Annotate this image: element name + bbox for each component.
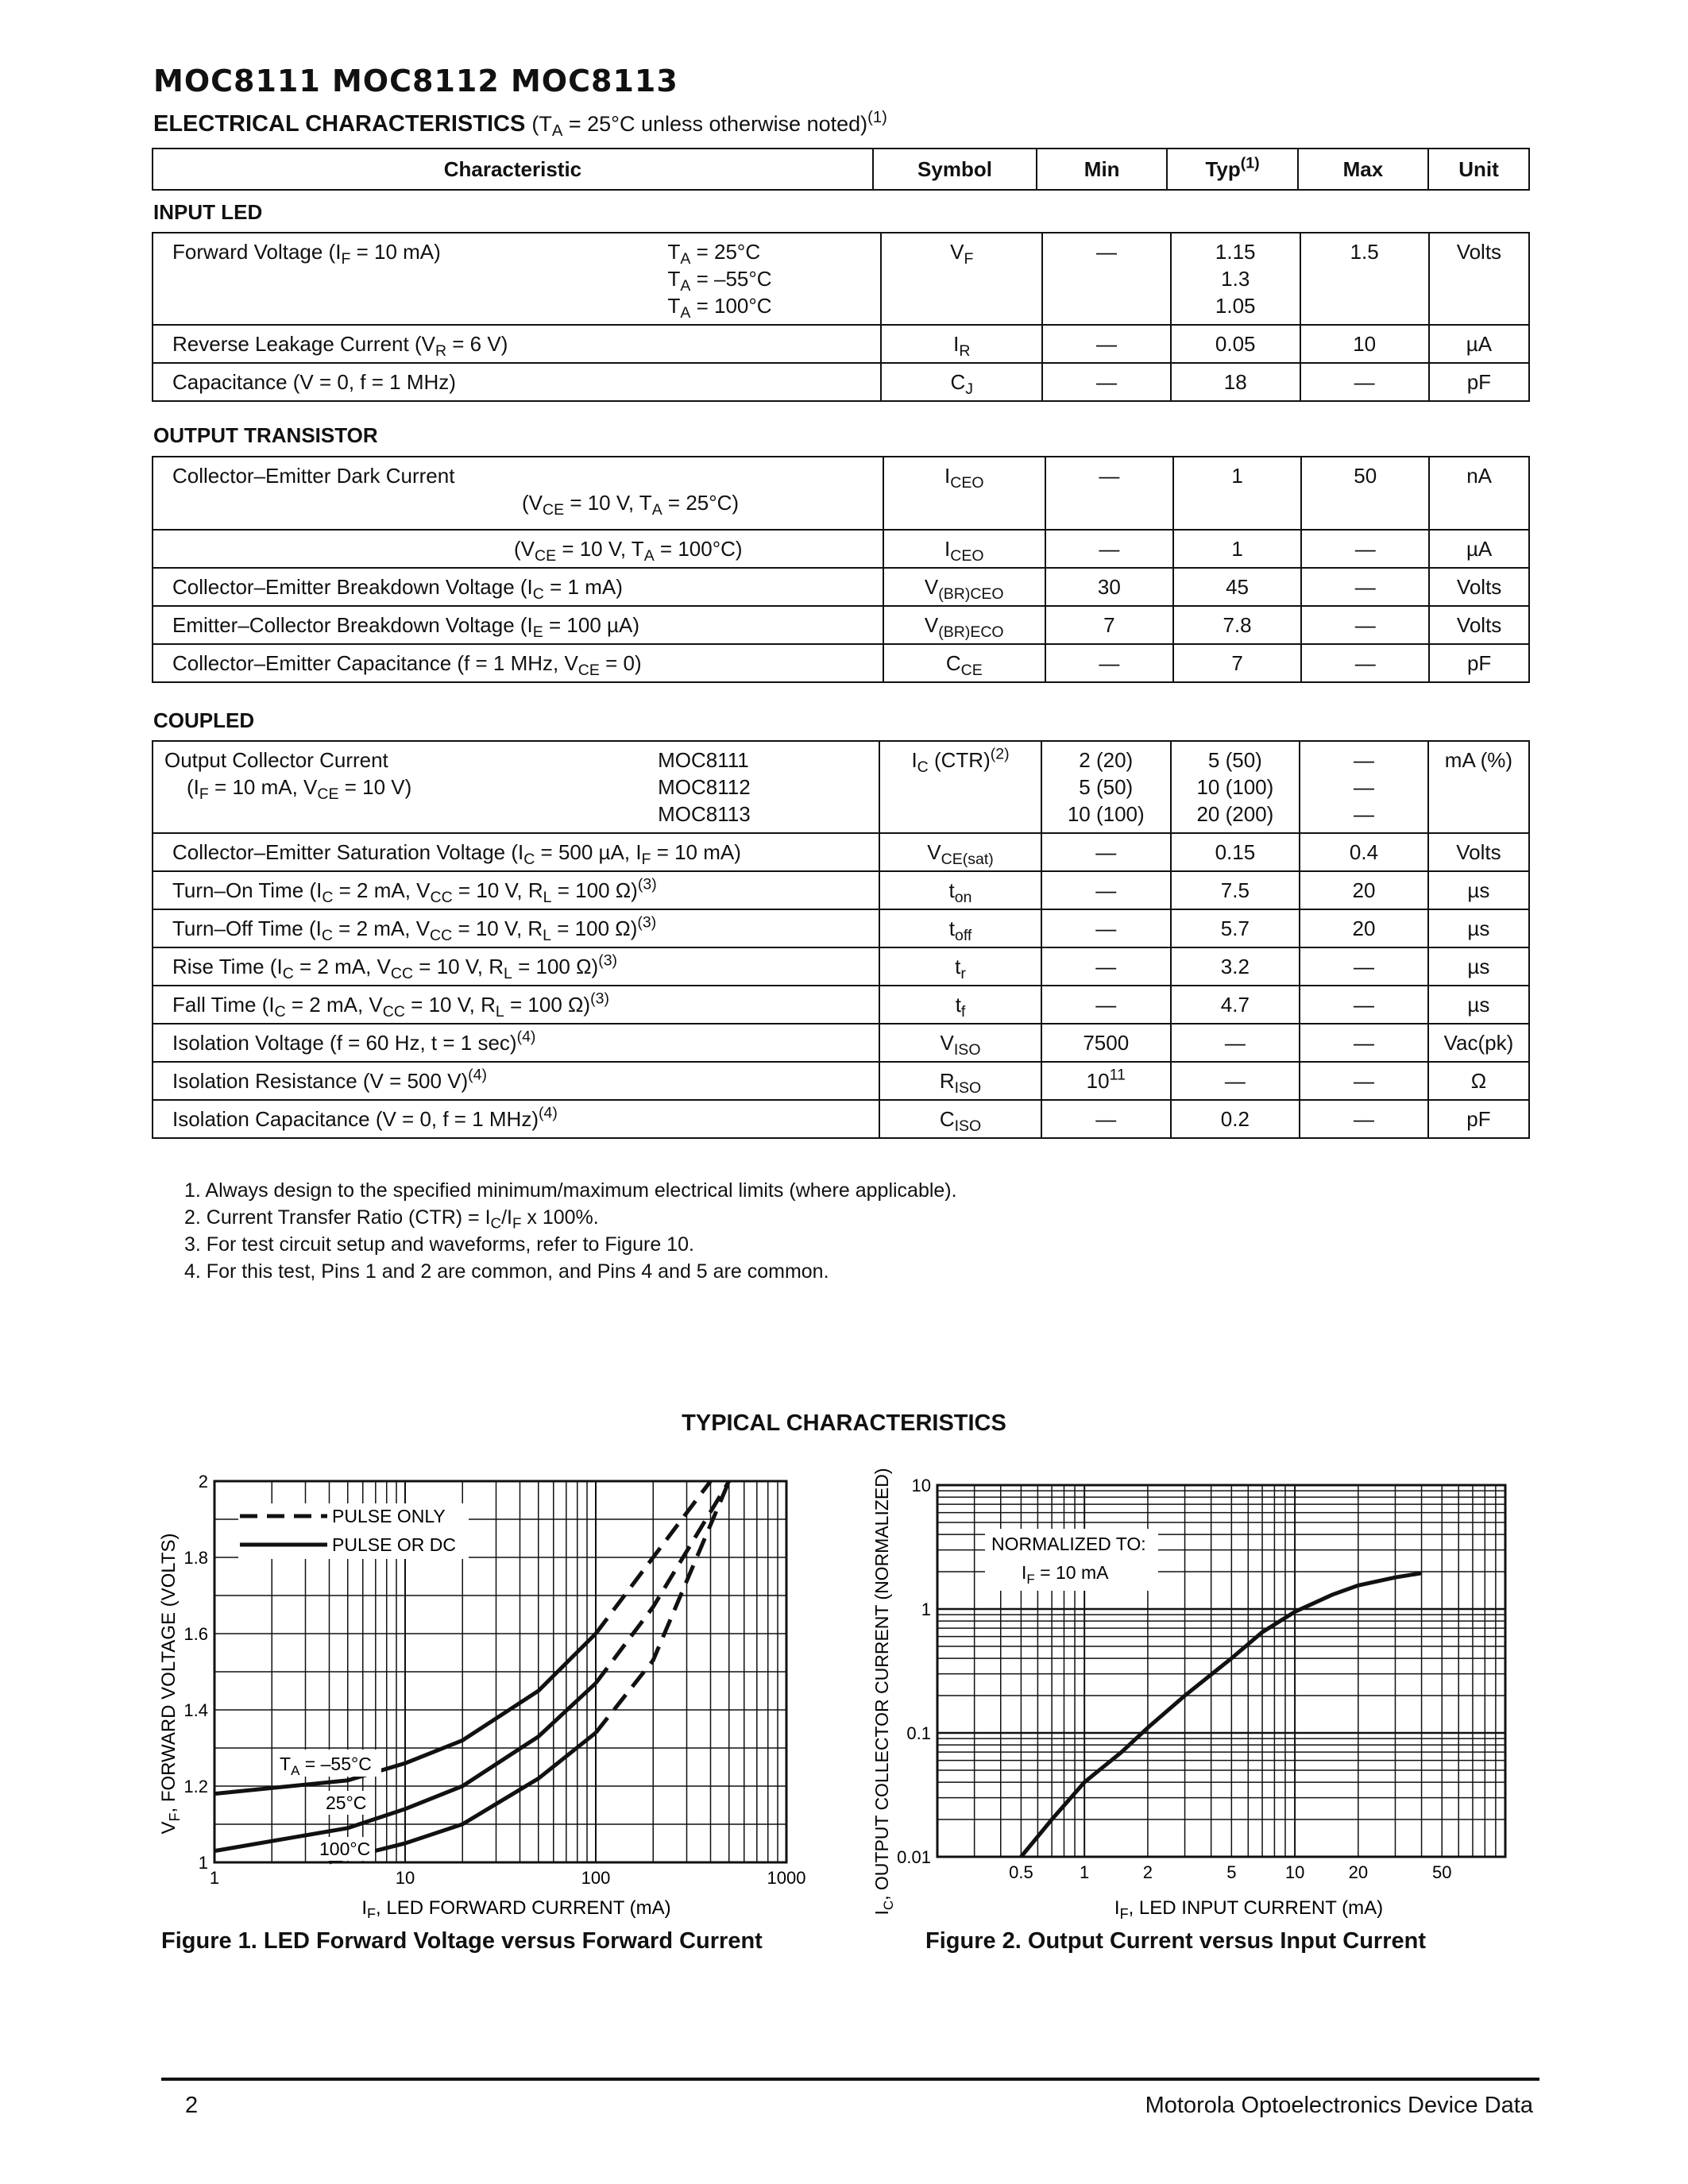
table-row: ($V_{CE} = 10$ V, $T_A = 100^\circ C$) $I_{CEO}$ — 1 — µA — [153, 530, 1529, 568]
typical-characteristics-heading: TYPICAL CHARACTERISTICS — [682, 1410, 1006, 1436]
heading-main: ELECTRICAL CHARACTERISTICS — [153, 111, 526, 137]
col-characteristic: Characteristic — [153, 149, 873, 190]
col-unit: Unit — [1428, 149, 1529, 190]
note-3: 3. For test circuit setup and waveforms, refer to Figure 10. — [184, 1233, 694, 1256]
annotation-line-1: NORMALIZED TO: — [991, 1534, 1146, 1554]
col-min: Min — [1037, 149, 1167, 190]
series-dashed-25°C — [596, 1481, 729, 1683]
input-led-table — [152, 232, 1530, 402]
figure-2-annotation — [985, 1529, 1158, 1591]
note-1: 1. Always design to the specified minimum/maximum electrical limits (where applicable). — [184, 1179, 957, 1202]
footer-rule — [161, 2078, 1539, 2081]
x-tick-label: 20 — [1348, 1862, 1369, 1882]
figure-2-chart — [866, 1453, 1541, 1922]
figure-1-legend — [238, 1503, 469, 1559]
curve-label-100: 100°C — [319, 1839, 371, 1859]
y-tick-label: 1.4 — [183, 1700, 208, 1720]
figure-1-xlabel: $I_F$, LED FORWARD CURRENT (mA) — [361, 1897, 671, 1918]
x-tick-label: 1 — [209, 1868, 220, 1888]
figure-2-xlabel: $I_F$, LED INPUT CURRENT (mA) — [1114, 1897, 1384, 1922]
table-row: Isolation Voltage (f = 60 Hz, t = 1 sec)$^{(4)}$ $V_{ISO}$ 7500 — — Vac(pk) — [153, 1024, 1529, 1062]
y-tick-label: 1.2 — [183, 1777, 208, 1796]
figure-2-curves — [1021, 1573, 1421, 1857]
col-typ: Typ$^{(1)}$ — [1167, 149, 1298, 190]
forward-voltage-conditions: $T_A = 25^\circ C$ $T_A = -55^\circ C$ $T_A = 100^\circ C$ — [667, 240, 772, 322]
legend-pulse-or-dc: PULSE OR DC — [332, 1534, 456, 1555]
table-row: Collector–Emitter Capacitance (f = 1 MHz, $V_{CE} = 0$) $C_{CE}$ — 7 — pF — [153, 644, 1529, 682]
footer-publisher: Motorola Optoelectronics Device Data — [1145, 2093, 1533, 2118]
annotation-line-2: $I_F = 10$ mA — [1022, 1562, 1109, 1587]
coupled-table — [152, 740, 1530, 1139]
table-row: Fall Time ($I_C = 2$ mA, $V_{CC} = 10$ V, $R_L = 100$ Ω)$^{(3)}$ $t_f$ — 4.7 — µs — [153, 986, 1529, 1024]
x-tick-label: 0.5 — [1009, 1862, 1033, 1882]
table-row: Emitter–Collector Breakdown Voltage ($I_E = 100$ µA) $V_{(BR)ECO}$ 7 7.8 — Volts — [153, 606, 1529, 644]
section-coupled: COUPLED — [153, 708, 255, 732]
y-tick-label: 1 — [198, 1853, 208, 1873]
table-row: Forward Voltage ($I_F = 10$ mA) $T_A = 25^\circ C$ $T_A = -55^\circ C$ $T_A = 100^\circ C$ $V_F$ — 1.15 1.3 1.05 1.5 Volts — [153, 233, 1529, 325]
y-tick-label: 1.8 — [183, 1548, 208, 1568]
x-tick-label: 10 — [1284, 1862, 1305, 1882]
figure-2-tick-labels — [897, 1476, 1451, 1882]
x-tick-label: 50 — [1432, 1862, 1452, 1882]
note-4: 4. For this test, Pins 1 and 2 are common, and Pins 4 and 5 are common. — [184, 1260, 829, 1283]
spec-header-table — [152, 148, 1530, 191]
table-row: Collector–Emitter Breakdown Voltage ($I_C = 1$ mA) $V_{(BR)CEO}$ 30 45 — Volts — [153, 568, 1529, 606]
table-row: Collector–Emitter Saturation Voltage ($I_C = 500$ µA, $I_F = 10$ mA) $V_{CE(sat)}$ — 0.15 0.4 Volts — [153, 833, 1529, 871]
page-number: 2 — [185, 2093, 199, 2118]
doc-title: MOC8111 MOC8112 MOC8113 — [153, 64, 678, 98]
footnotes — [184, 1177, 957, 1285]
table-row: Isolation Resistance (V = 500 V)$^{(4)}$ $R_{ISO}$ $10^{11}$ — — Ω — [153, 1062, 1529, 1100]
x-tick-label: 1 — [1080, 1862, 1090, 1882]
figure-2-caption: Figure 2. Output Current versus Input Current — [925, 1928, 1426, 1954]
series-normalized-ic — [1021, 1573, 1421, 1857]
section-input-led: INPUT LED — [153, 200, 263, 224]
table-row: Reverse Leakage Current ($V_R = 6$ V) $I_R$ — 0.05 10 µA — [153, 325, 1529, 363]
output-transistor-table — [152, 456, 1530, 683]
output-collector-current-label: Output Collector Current — [164, 748, 388, 772]
y-tick-label: 1 — [921, 1599, 931, 1619]
note-2: 2. Current Transfer Ratio $(CTR) = I_C/I_F$ x 100%. — [184, 1206, 599, 1232]
y-tick-label: 2 — [198, 1473, 208, 1491]
electrical-characteristics-heading — [153, 108, 887, 141]
x-tick-label: 2 — [1142, 1862, 1153, 1882]
figure-1-caption: Figure 1. LED Forward Voltage versus Forward Current — [161, 1928, 763, 1954]
section-output-transistor: OUTPUT TRANSISTOR — [153, 423, 378, 447]
symbol-cell: $V_F$ — [881, 233, 1042, 325]
x-tick-label: 100 — [581, 1868, 611, 1888]
x-tick-label: 1000 — [767, 1868, 806, 1888]
figure-1-chart — [151, 1473, 826, 1918]
curve-label-minus55: $T_A = -55^\circ C$ — [280, 1754, 372, 1778]
y-tick-label: 0.01 — [897, 1847, 931, 1867]
curve-label-25: 25°C — [326, 1792, 367, 1813]
forward-voltage-label: Forward Voltage ($I_F = 10$ mA) — [172, 240, 441, 268]
figure-1-ylabel: $V_F$, FORWARD VOLTAGE (VOLTS) — [158, 1533, 183, 1835]
figure-1-curve-labels — [278, 1750, 381, 1861]
x-tick-label: 5 — [1226, 1862, 1237, 1882]
part-numbers: MOC8111 MOC8112 MOC8113 — [658, 748, 751, 826]
table-row: Isolation Capacitance (V = 0, f = 1 MHz)$^{(4)}$ $C_{ISO}$ — 0.2 — pF — [153, 1100, 1529, 1138]
col-max: Max — [1298, 149, 1428, 190]
dark-current-label: Collector–Emitter Dark Current — [172, 464, 455, 488]
table-row: Rise Time ($I_C = 2$ mA, $V_{CC} = 10$ V, $R_L = 100$ Ω)$^{(3)}$ $t_r$ — 3.2 — µs — [153, 947, 1529, 986]
table-row: Turn–On Time ($I_C = 2$ mA, $V_{CC} = 10$ V, $R_L = 100$ Ω)$^{(3)}$ $t_{on}$ — 7.5 20 µs — [153, 871, 1529, 909]
y-tick-label: 0.1 — [906, 1723, 931, 1743]
legend-pulse-only: PULSE ONLY — [332, 1506, 446, 1526]
y-tick-label: 10 — [911, 1476, 931, 1495]
col-symbol: Symbol — [873, 149, 1037, 190]
heading-condition: ($T_A = 25^\circ C$ unless otherwise noted)$^{(1)}$ — [531, 108, 887, 141]
table-row: Collector–Emitter Dark Current ($V_{CE} = 10$ V, $T_A = 25^\circ C$) $I_{CEO}$ — 1 50 nA — [153, 457, 1529, 530]
table-row: Output Collector Current ($I_F = 10$ mA, $V_{CE} = 10$ V) MOC8111 MOC8112 MOC8113 $I_C$ (CTR)$^{(2)}$ 2 (20) 5 (50) 10 (100) 5 (50) 10 (100) 20 (200) — — — mA (%) — [153, 741, 1529, 833]
x-tick-label: 10 — [395, 1868, 415, 1888]
y-tick-label: 1.6 — [183, 1624, 208, 1644]
figure-2-ylabel: $I_C$, OUTPUT COLLECTOR CURRENT (NORMALIZED) — [871, 1468, 896, 1916]
table-row: Turn–Off Time ($I_C = 2$ mA, $V_{CC} = 10$ V, $R_L = 100$ Ω)$^{(3)}$ $t_{off}$ — 5.7 20 µs — [153, 909, 1529, 947]
table-row: Capacitance (V = 0, f = 1 MHz) $C_J$ — 18 — pF — [153, 363, 1529, 401]
